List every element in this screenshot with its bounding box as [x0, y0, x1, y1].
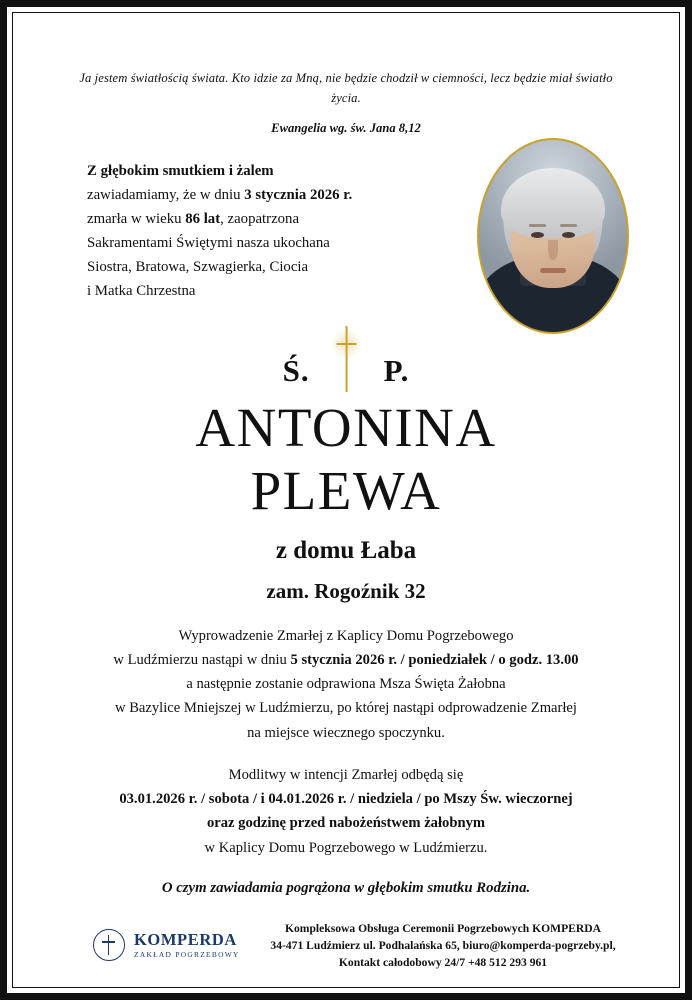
sp-letter-left: Ś. — [282, 352, 310, 388]
deceased-last-name: PLEWA — [250, 460, 442, 522]
ceremony-line-2 — [49, 648, 643, 672]
footer — [35, 920, 657, 971]
portrait-photo — [477, 138, 629, 334]
sp-letter-right: P. — [383, 352, 410, 388]
announcement-line-2-prefix: zawiadamiamy, że w dniu — [87, 187, 245, 203]
announcement-line-3-suffix: , zaopatrzona — [220, 210, 300, 227]
ceremony-line-4: w Bazylice Mniejszej w Ludźmierzu, po której nastąpi odprowadzenie Zmarłej — [115, 700, 577, 717]
announcement-line-4: Sakramentami Świętymi nasza ukochana — [87, 234, 330, 251]
portrait-brow-right — [560, 224, 577, 227]
latin-cross-icon — [334, 326, 360, 392]
ceremony-line-1: Wyprowadzenie Zmarłej z Kaplicy Domu Pogrzebowego — [178, 627, 514, 644]
cross-circle-icon — [93, 929, 125, 961]
portrait-eye-right — [562, 232, 575, 238]
logo-company-subtitle: ZAKŁAD POGRZEBOWY — [134, 950, 240, 960]
portrait-nose — [548, 240, 558, 260]
logo-cross-horizontal — [102, 941, 115, 943]
portrait-mouth — [540, 268, 566, 273]
prayers-line-2 — [49, 787, 643, 811]
footer-contact — [253, 920, 657, 971]
family-note: O czym zawiadamia pogrążona w głębokim smutku Rodzina. — [161, 879, 531, 896]
deceased-address: zam. Rogoźnik 32 — [266, 578, 426, 603]
logo-company-name: KOMPERDA — [134, 930, 237, 950]
prayers-dates: 03.01.2026 r. / sobota / i 04.01.2026 r. / niedziela / po Mszy Św. wieczornej — [119, 791, 573, 808]
announcement-row — [49, 160, 643, 310]
footer-contact-line-2: 34-471 Ludźmierz ul. Podhalańska 65, biuro@komperda-pogrzeby.pl, — [270, 938, 616, 952]
announcement-line-3 — [87, 208, 439, 232]
announcement-line-6: i Matka Chrzestna — [87, 282, 196, 299]
announcement-line-3-prefix: zmarła w wieku — [87, 210, 186, 227]
ceremony-line-3: a następnie zostanie odprawiona Msza Święta Żałobna — [186, 676, 506, 693]
portrait-brow-left — [529, 224, 546, 227]
company-logo — [35, 929, 253, 961]
cross-vertical — [346, 326, 348, 392]
prayers-line-3 — [49, 811, 643, 835]
scripture-quote: Ja jestem światłością świata. Kto idzie za Mną, nie będzie chodził w ciemności, lecz będzie miał światło życia. — [79, 71, 613, 105]
logo-text — [134, 931, 240, 959]
prayers-extra-time: oraz godzinę przed nabożeństwem żałobnym — [206, 815, 486, 832]
portrait-oval-frame — [477, 138, 629, 334]
deceased-first-name: ANTONINA — [195, 397, 497, 459]
date-of-death: 3 stycznia 2026 r. — [244, 187, 353, 203]
prayers-line-1: Modlitwy w intencji Zmarłej odbędą się — [228, 766, 464, 783]
notice-content — [21, 21, 671, 979]
announcement-text — [49, 160, 439, 304]
prayers-details — [49, 763, 643, 860]
sp-wrap — [283, 326, 410, 392]
footer-contact-line-3: Kontakt całodobowy 24/7 +48 512 293 961 — [338, 955, 548, 969]
portrait-eye-left — [531, 232, 544, 238]
age-value: 86 lat — [185, 210, 221, 227]
sp-row — [49, 326, 643, 396]
ceremony-details — [49, 624, 643, 745]
deceased-maiden-name: z domu Łaba — [275, 536, 417, 564]
ceremony-line-2-prefix: w Ludźmierzu nastąpi w dniu — [113, 652, 291, 669]
announcement-line-5: Siostra, Bratowa, Szwagierka, Ciocia — [87, 258, 309, 275]
prayers-line-4: w Kaplicy Domu Pogrzebowego w Ludźmierzu. — [204, 839, 488, 856]
footer-contact-line-1: Kompleksowa Obsługa Ceremonii Pogrzebowych KOMPERDA — [284, 921, 602, 935]
announcement-line-1: Z głębokim smutkiem i żalem — [87, 163, 274, 180]
ceremony-datetime: 5 stycznia 2026 r. / poniedziałek / o godz. 13.00 — [290, 652, 579, 669]
scripture-reference: Ewangelia wg. św. Jana 8,12 — [271, 121, 421, 136]
logo-cross-vertical — [108, 935, 110, 955]
cross-horizontal — [337, 343, 357, 345]
announcement-line-2 — [87, 184, 439, 208]
ceremony-line-5: na miejsce wiecznego spoczynku. — [247, 724, 445, 741]
